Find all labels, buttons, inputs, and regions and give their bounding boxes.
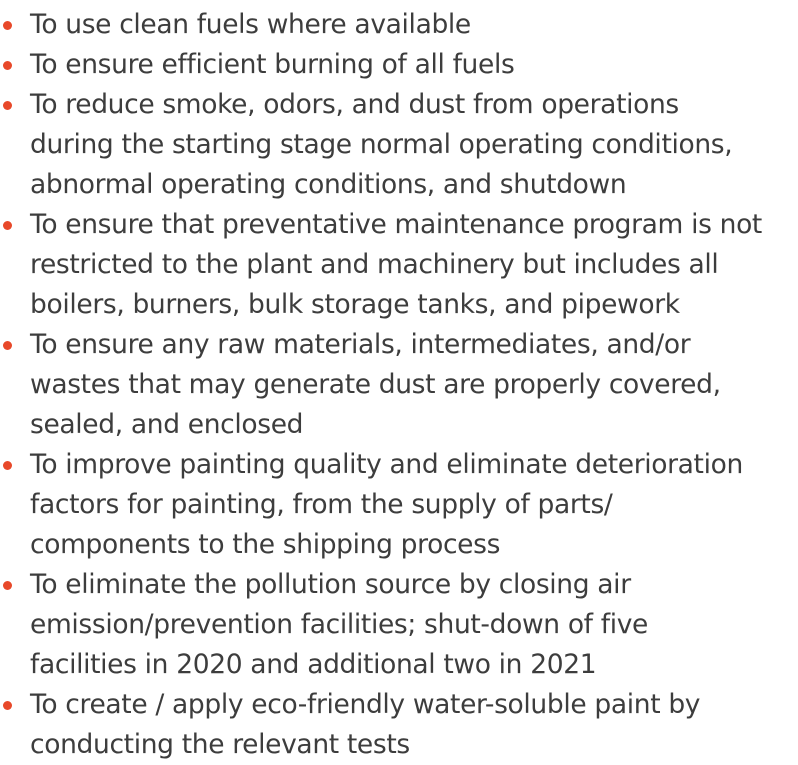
bullet-line: To create / apply eco-friendly water-soluble paint by <box>30 689 701 720</box>
bullet-item <box>0 85 798 205</box>
bullet-line: factors for painting, from the supply of parts/ <box>30 489 613 520</box>
bullet-line: conducting the relevant tests <box>30 729 410 760</box>
bullet-line: abnormal operating conditions, and shutdown <box>30 169 627 200</box>
bullet-line: restricted to the plant and machinery but includes all <box>30 249 719 280</box>
bullet-line: To ensure that preventative maintenance program is not <box>30 209 762 240</box>
bullet-line: To ensure efficient burning of all fuels <box>30 49 515 80</box>
objectives-bullet-list <box>0 5 798 765</box>
bullet-line: To reduce smoke, odors, and dust from operations <box>30 89 679 120</box>
bullet-dot-icon <box>3 21 12 30</box>
bullet-item <box>0 565 798 685</box>
bullet-item <box>0 5 798 45</box>
bullet-line: wastes that may generate dust are properly covered, <box>30 369 721 400</box>
bullet-dot-icon <box>3 461 12 470</box>
bullet-line: To eliminate the pollution source by closing air <box>30 569 631 600</box>
bullet-dot-icon <box>3 101 12 110</box>
bullet-item <box>0 325 798 445</box>
bullet-dot-icon <box>3 221 12 230</box>
bullet-item <box>0 685 798 765</box>
bullet-item <box>0 205 798 325</box>
bullet-item <box>0 445 798 565</box>
bullet-line: boilers, burners, bulk storage tanks, and pipework <box>30 289 680 320</box>
bullet-line: facilities in 2020 and additional two in 2021 <box>30 649 597 680</box>
bullet-dot-icon <box>3 701 12 710</box>
bullet-item <box>0 45 798 85</box>
bullet-line: components to the shipping process <box>30 529 501 560</box>
bullet-line: during the starting stage normal operating conditions, <box>30 129 733 160</box>
bullet-line: To use clean fuels where available <box>30 9 471 40</box>
bullet-line: To improve painting quality and eliminate deterioration <box>30 449 743 480</box>
bullet-line: emission/prevention facilities; shut-down of five <box>30 609 649 640</box>
bullet-line: To ensure any raw materials, intermediates, and/or <box>30 329 691 360</box>
bullet-dot-icon <box>3 61 12 70</box>
bullet-line: sealed, and enclosed <box>30 409 304 440</box>
bullet-dot-icon <box>3 581 12 590</box>
bullet-dot-icon <box>3 341 12 350</box>
